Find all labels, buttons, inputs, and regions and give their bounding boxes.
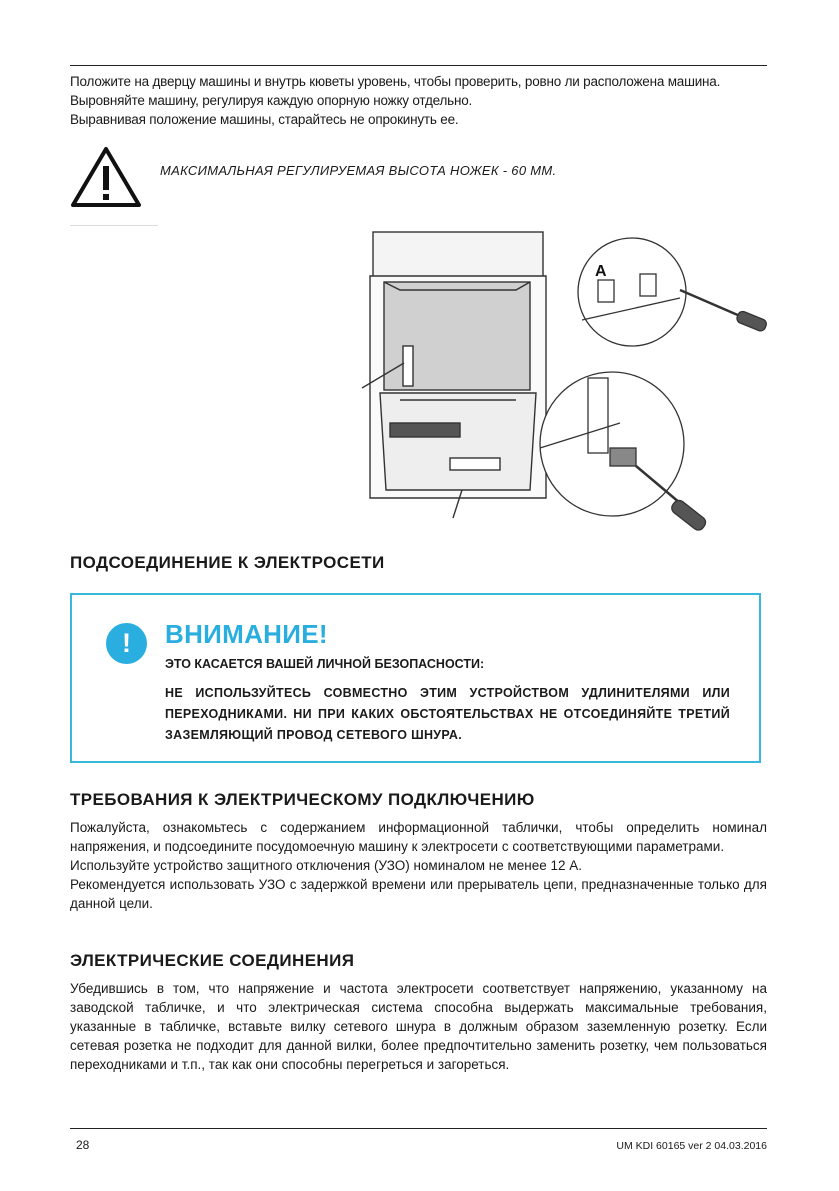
exclamation-icon: ! xyxy=(106,623,147,664)
paragraph: Пожалуйста, ознакомьтесь с содержанием информационной таблички, чтобы определить номинал напряжения, и подсоедините посудомоечную машину к электросети с соответствующими параметрами. xyxy=(70,820,767,854)
paragraph: Используйте устройство защитного отключения (УЗО) номиналом не менее 12 А. xyxy=(70,858,583,873)
requirements-text xyxy=(70,818,767,913)
divider xyxy=(70,225,158,226)
intro-text xyxy=(70,72,770,129)
warning-note: МАКСИМАЛЬНАЯ РЕГУЛИРУЕМАЯ ВЫСОТА НОЖЕК - 60 ММ. xyxy=(160,163,557,178)
section-title-electrical-connection: ПОДСОЕДИНЕНИЕ К ЭЛЕКТРОСЕТИ xyxy=(70,553,385,572)
top-rule xyxy=(70,65,767,66)
footer-rule xyxy=(70,1128,767,1129)
safety-alert-box xyxy=(70,593,761,763)
dishwasher-leveling-illustration xyxy=(340,228,770,548)
warning-triangle-icon xyxy=(70,146,142,208)
intro-line: Выровняйте машину, регулируя каждую опорную ножку отдельно. xyxy=(70,93,473,108)
section-title-electrical-connections: ЭЛЕКТРИЧЕСКИЕ СОЕДИНЕНИЯ xyxy=(70,951,355,970)
intro-line: Выравнивая положение машины, старайтесь не опрокинуть ее. xyxy=(70,112,459,127)
paragraph: Убедившись в том, что напряжение и частота электросети соответствует напряжению, указанному на заводской табличке, и что электрическая система способна выдержать максимальные требования, указанные в табличке, вставьте вилку сетевого шнура в должным образом заземленную розетку. Если сетевая розетка не подходит для данной вилки, более предпочтительно заменить розетку, чем пользоваться переходниками и т.п., так как они способны перегреться и загореться. xyxy=(70,981,767,1072)
paragraph: Рекомендуется использовать УЗО с задержкой времени или прерыватель цепи, предназначенные только для данной цели. xyxy=(70,877,767,911)
page-number: 28 xyxy=(76,1138,90,1152)
alert-body: НЕ ИСПОЛЬЗУЙТЕСЬ СОВМЕСТНО ЭТИМ УСТРОЙСТВОМ УДЛИНИТЕЛЯМИ ИЛИ ПЕРЕХОДНИКАМИ. НИ ПРИ КАКИХ ОБСТОЯТЕЛЬСТВАХ НЕ ОТСОЕДИНЯЙТЕ ТРЕТИЙ ЗАЗЕМЛЯЮЩИЙ ПРОВОД СЕТЕВОГО ШНУРА. xyxy=(165,686,730,742)
alert-subtitle: ЭТО КАСАЕТСЯ ВАШЕЙ ЛИЧНОЙ БЕЗОПАСНОСТИ: xyxy=(165,657,485,671)
intro-line: Положите на дверцу машины и внутрь кюветы уровень, чтобы проверить, ровно ли расположена машина. xyxy=(70,74,721,89)
figure-callout-label: A xyxy=(595,263,607,280)
alert-title: ВНИМАНИЕ! xyxy=(165,619,328,649)
section-title-electrical-requirements: ТРЕБОВАНИЯ К ЭЛЕКТРИЧЕСКОМУ ПОДКЛЮЧЕНИЮ xyxy=(70,790,535,809)
document-reference: UM KDI 60165 ver 2 04.03.2016 xyxy=(616,1140,767,1152)
connections-text xyxy=(70,979,767,1074)
